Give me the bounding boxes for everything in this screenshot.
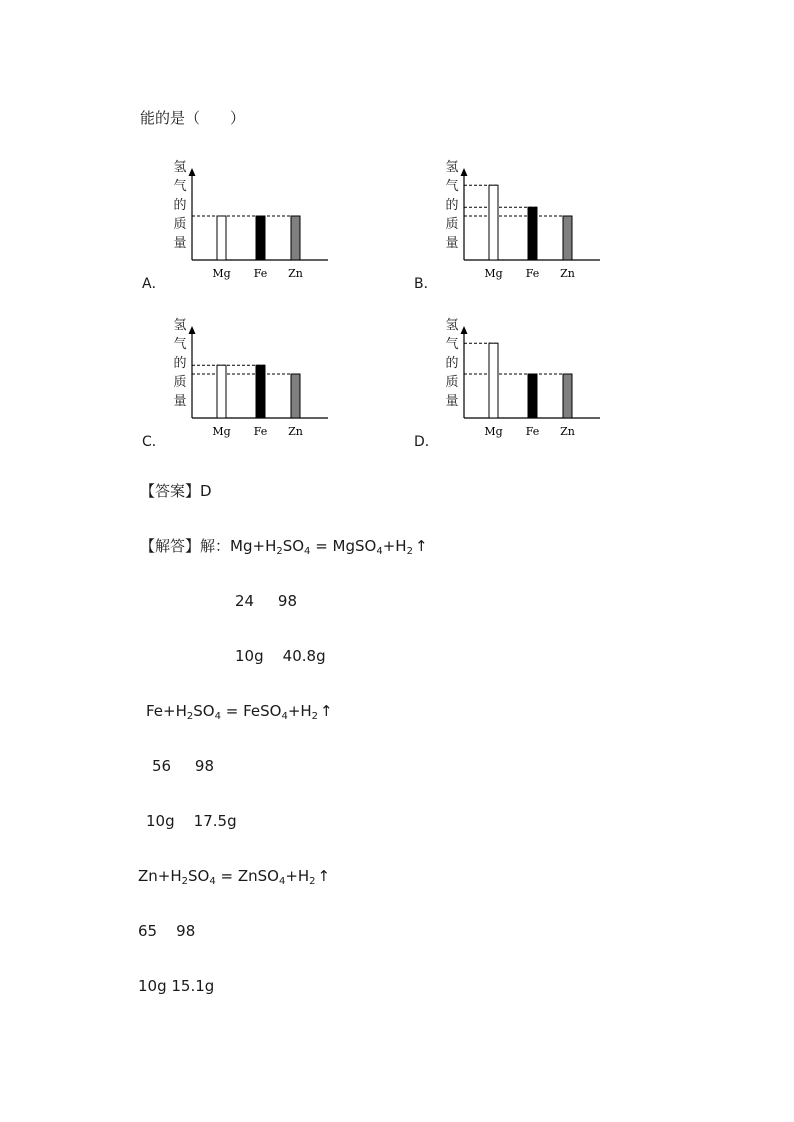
x-tick-label: Fe: [253, 267, 268, 280]
x-tick-label: Zn: [288, 425, 303, 438]
bar-mg: [489, 185, 498, 260]
y-axis-arrow-icon: [189, 168, 196, 176]
arrow-up-icon: ↑: [414, 537, 428, 555]
y-axis-arrow-icon: [189, 326, 196, 334]
zn-ratio: 65 98: [138, 922, 196, 940]
y-label-char: 气: [173, 179, 187, 194]
y-axis-arrow-icon: [461, 168, 468, 176]
chart-b: [412, 158, 612, 292]
option-label-c: C．: [142, 434, 166, 450]
zn-equation: $Zn+H_2SO_4$ = $ZnSO_4+H_2$ ↑: [138, 867, 331, 887]
y-label-char: 质: [445, 375, 459, 390]
chart-svg: [140, 158, 340, 288]
option-label-b: B．: [414, 276, 438, 292]
chart-d: [412, 316, 612, 450]
answer-label: 【答案】: [140, 482, 201, 500]
bar-zn: [291, 216, 300, 260]
bar-mg: [489, 343, 498, 418]
answer-value: D: [200, 482, 212, 500]
y-label-char: 量: [445, 236, 459, 251]
solution-label: 【解答】: [140, 537, 201, 555]
chart-svg: [140, 316, 340, 446]
mg-mass: 10g 40.8g: [235, 647, 326, 665]
x-tick-label: Zn: [560, 425, 575, 438]
chart-a: [140, 158, 340, 292]
y-label-char: 的: [445, 356, 459, 371]
y-label-char: 质: [173, 217, 187, 232]
y-label-char: 氢: [173, 160, 187, 175]
chart-svg: [412, 316, 612, 446]
y-label-char: 量: [445, 394, 459, 409]
y-label-char: 的: [173, 356, 187, 371]
mg-ratio: 24 98: [235, 592, 298, 610]
x-tick-label: Zn: [560, 267, 575, 280]
bar-mg: [217, 216, 226, 260]
y-label-char: 氢: [445, 318, 459, 333]
question-stem-tail: 能的是（ ）: [140, 109, 246, 127]
bar-zn: [563, 216, 572, 260]
mg-equation: $Mg+H_2SO_4$ = $MgSO_4+H_2$ ↑: [230, 537, 428, 557]
y-label-char: 的: [173, 198, 187, 213]
y-label-char: 氢: [445, 160, 459, 175]
y-label-char: 气: [445, 337, 459, 352]
y-label-char: 气: [445, 179, 459, 194]
bar-fe: [528, 207, 537, 260]
x-tick-label: Fe: [525, 267, 540, 280]
x-tick-label: Mg: [212, 267, 231, 280]
x-tick-label: Fe: [253, 425, 268, 438]
solution-intro: 解：: [200, 537, 231, 555]
x-tick-label: Zn: [288, 267, 303, 280]
bar-fe: [256, 365, 265, 418]
arrow-up-icon: ↑: [320, 702, 333, 720]
y-axis-arrow-icon: [461, 326, 468, 334]
bar-mg: [217, 365, 226, 418]
chart-c: [140, 316, 340, 450]
bar-fe: [528, 374, 537, 418]
y-label-char: 气: [173, 337, 187, 352]
y-label-char: 氢: [173, 318, 187, 333]
y-label-char: 质: [445, 217, 459, 232]
bar-fe: [256, 216, 265, 260]
x-tick-label: Mg: [212, 425, 231, 438]
arrow-up-icon: ↑: [317, 867, 331, 885]
option-label-a: A．: [142, 276, 166, 292]
x-tick-label: Fe: [525, 425, 540, 438]
bar-zn: [291, 374, 300, 418]
y-label-char: 的: [445, 198, 459, 213]
option-label-d: D．: [414, 434, 439, 450]
x-tick-label: Mg: [484, 267, 503, 280]
y-label-char: 量: [173, 236, 187, 251]
solution-line-mg: [140, 536, 428, 556]
bar-zn: [563, 374, 572, 418]
zn-mass: 10g 15.1g: [138, 977, 215, 995]
fe-equation: $Fe+H_2SO_4$ = $FeSO_4+H_2$ ↑: [146, 702, 333, 722]
y-label-char: 量: [173, 394, 187, 409]
y-label-char: 质: [173, 375, 187, 390]
fe-mass: 10g 17.5g: [146, 812, 237, 830]
answer-line: [140, 481, 212, 501]
chart-svg: [412, 158, 612, 288]
fe-ratio: 56 98: [152, 757, 215, 775]
x-tick-label: Mg: [484, 425, 503, 438]
